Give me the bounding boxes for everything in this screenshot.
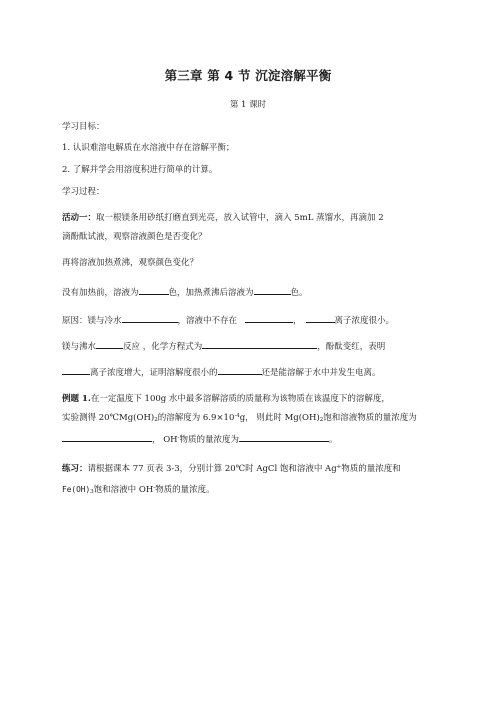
fill-d1: 离子浓度增大，证明溶解度很小的: [90, 368, 218, 378]
blank-missing-substance[interactable]: [245, 314, 293, 323]
blank-color-before[interactable]: [139, 286, 169, 295]
activity-text-1: 取一根镁条用砂纸打磨直到光亮，放入试管中，滴入 5mL 蒸馏水，再滴加 2: [96, 213, 384, 223]
blank-oh-concentration[interactable]: [239, 433, 329, 442]
exercise-text-2c: 物质的量浓度。: [155, 485, 215, 495]
blank-ion-small[interactable]: [306, 314, 335, 323]
exercise-label: 练习：: [62, 464, 88, 474]
heat-question: 再将溶液加热煮沸，观察颜色变化？: [62, 258, 199, 268]
exercise-line-1: [62, 464, 401, 475]
activity-line-2: 滴酚酞试液，观察溶液颜色是否变化？: [62, 232, 207, 242]
fill-b1: 原因：镁与冷水: [62, 316, 122, 326]
subscript: 2: [154, 417, 158, 423]
superscript: -4: [234, 413, 240, 419]
exercise-text-2b: 饱和溶液中 OH: [93, 485, 154, 495]
activity-line-1: [62, 213, 384, 224]
example-text-2d: 饱和溶液物质的量浓度为: [323, 413, 417, 423]
blank-chemical-equation[interactable]: [202, 340, 317, 349]
fill-b2: ，溶液中不存在: [177, 316, 238, 326]
fill-a2: 色，加热煮沸后溶液为: [168, 288, 254, 298]
exercise-line-2: [62, 484, 215, 496]
goals-heading: 学习目标：: [62, 122, 105, 132]
blank-color-after[interactable]: [254, 286, 291, 295]
goal-2: 2. 了解并学会用溶度积进行简单的计算。: [62, 165, 218, 175]
fill-a3: 色。: [290, 288, 308, 298]
blank-cold-water-reaction[interactable]: [122, 314, 178, 323]
fill-a1: 没有加热前，溶液为: [62, 288, 139, 298]
process-heading: 学习过程：: [62, 187, 105, 197]
fill-line-d: [62, 366, 381, 379]
fill-line-c: [62, 340, 385, 353]
example-text-3c: 。: [328, 435, 338, 445]
blank-mgoh2-concentration[interactable]: [62, 433, 152, 442]
blank-ion-increase[interactable]: [62, 366, 90, 375]
example-label: 例题 1.: [62, 394, 91, 404]
blank-boiling-water-reaction[interactable]: [96, 340, 123, 349]
blank-slightly-soluble-substance[interactable]: [218, 366, 262, 375]
example-text-2b: 的溶解度为 6.9×10: [157, 413, 235, 423]
fill-c3: ，酚酞变红，表明: [317, 342, 386, 352]
fill-b3: ，: [293, 316, 302, 326]
exercise-text-2a: Fe(OH): [62, 485, 91, 494]
fill-b4: 离子浓度很小。: [334, 316, 395, 326]
example-text-2a: 实验测得 20℃Mg(OH): [62, 413, 155, 423]
subscript: 2: [319, 417, 324, 423]
activity-label: 活动一：: [62, 213, 97, 223]
fill-c2: 反应 ，化学方程式为: [123, 342, 203, 352]
page-title: 第三章 第 4 节 沉淀溶解平衡: [164, 68, 332, 83]
goal-1: 1. 认识难溶电解质在水溶液中存在溶解平衡；: [62, 143, 235, 153]
example-line-1: [62, 394, 390, 405]
exercise-text-1b: 物质的量浓度和: [341, 464, 401, 474]
fill-line-b: [62, 314, 394, 327]
example-text-1: 在一定温度下 100g 水中最多溶解溶质的质量称为该物质在该温度下的溶解度，: [90, 394, 390, 404]
exercise-text-1a: 请根据课本 77 页表 3-3，分别计算 20℃时 AgCl 饱和溶液中 Ag: [87, 464, 337, 474]
fill-line-a: [62, 286, 308, 299]
fill-d2: 还是能溶解于水中并发生电离。: [261, 368, 381, 378]
superscript: -: [177, 435, 180, 441]
example-text-3b: 物质的量浓度为: [179, 435, 239, 445]
example-text-3a: ， OH: [152, 435, 178, 445]
page-subtitle: 第 1 课时: [229, 100, 267, 110]
example-line-2: [62, 413, 417, 424]
example-text-2c: g， 则此时 Mg(OH): [239, 413, 320, 423]
example-line-3: [62, 433, 337, 446]
superscript: -: [153, 485, 156, 491]
fill-c1: 镁与沸水: [62, 342, 97, 352]
superscript: +: [336, 464, 342, 470]
subscript: 3: [90, 489, 94, 495]
